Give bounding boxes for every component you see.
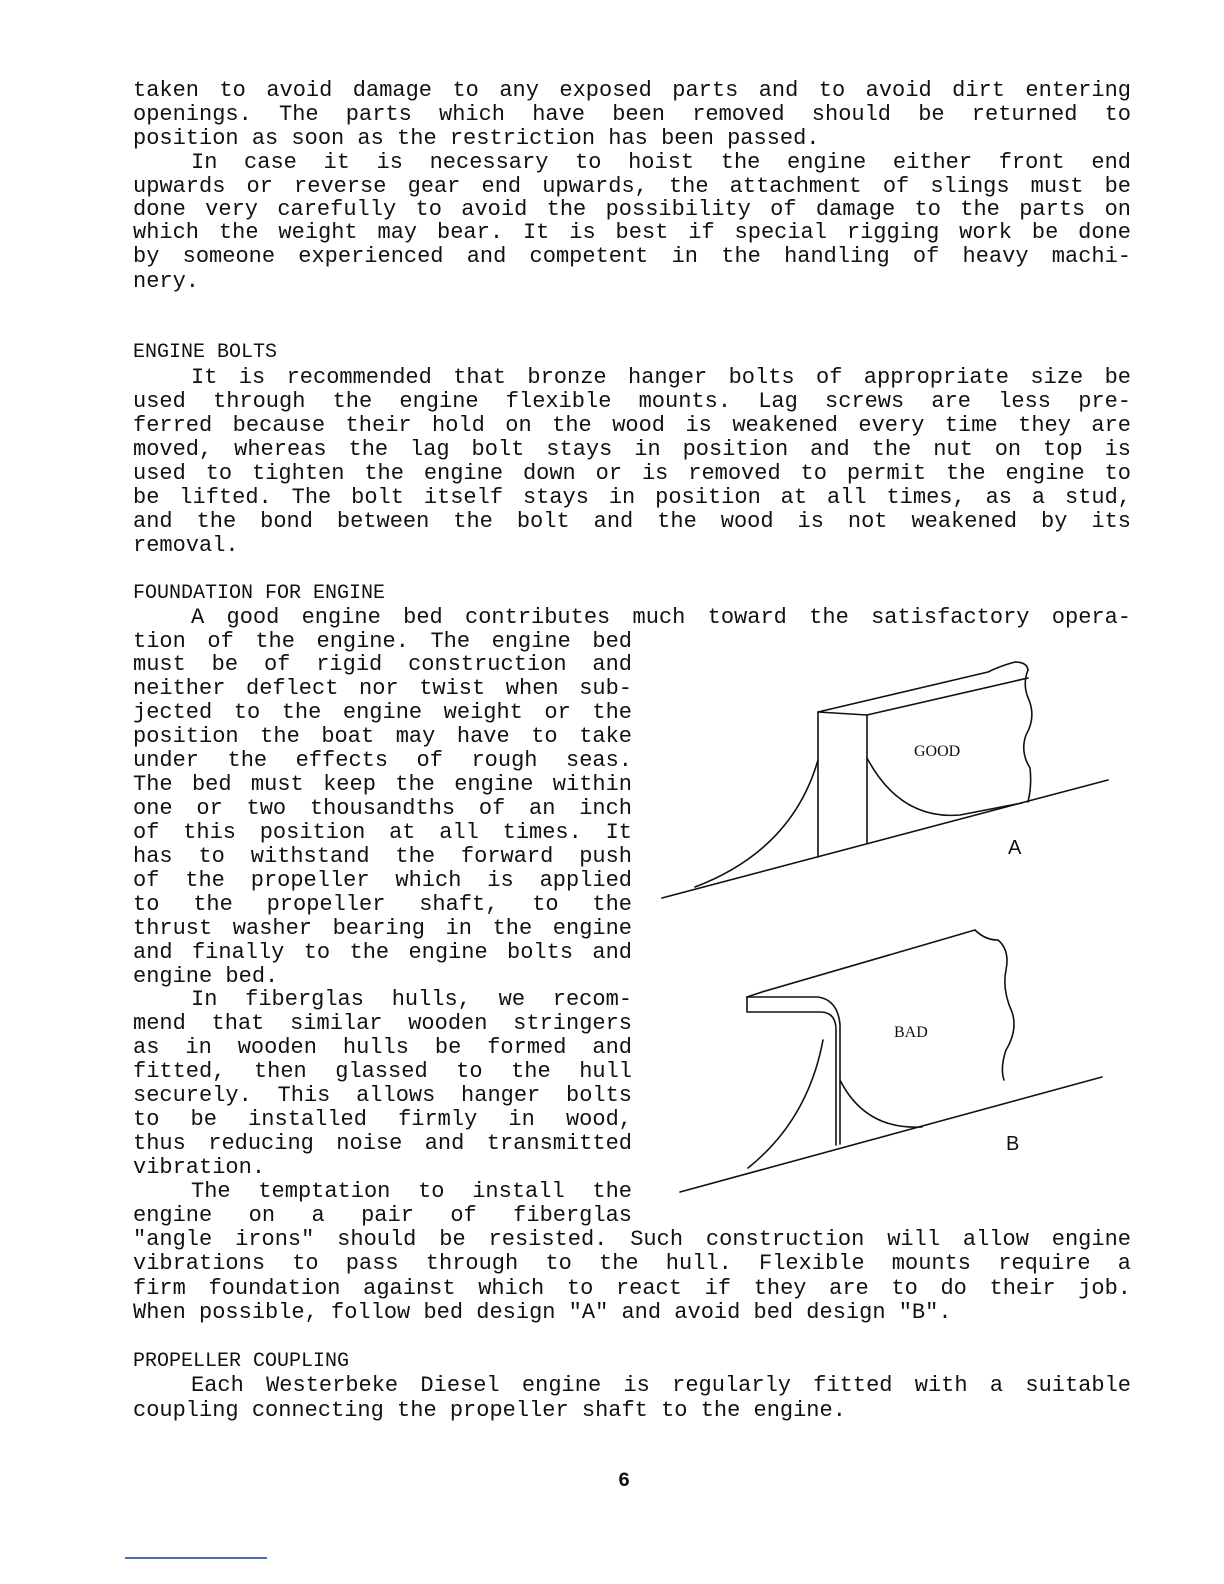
- section-heading: ENGINE BOLTS: [133, 341, 278, 364]
- text-line: which the weight may bear. It is best if special rigging work be done: [133, 221, 1131, 245]
- footer-rule: [125, 1557, 267, 1559]
- hull-line-a: [662, 780, 1108, 898]
- text-line: The bed must keep the engine within: [133, 773, 632, 797]
- text-line: thus reducing noise and transmitted: [133, 1132, 632, 1156]
- text-line: vibrations to pass through to the hull. Flexible mounts require a: [133, 1252, 1131, 1276]
- stringer-break-b: [975, 930, 1014, 1080]
- stringer-top-b: [747, 930, 975, 997]
- fillet-outer-b: [748, 1040, 823, 1168]
- hull-line-b: [680, 1077, 1102, 1192]
- stringer-break-a: [1024, 670, 1032, 802]
- text-line: ferred because their hold on the wood is weakened every time they are: [133, 414, 1131, 438]
- text-line: to be installed firmly in wood,: [133, 1108, 632, 1132]
- text-line: by someone experienced and competent in the handling of heavy machi-: [133, 245, 1131, 269]
- fillet-inner-b: [840, 1080, 922, 1127]
- text-line: In fiberglas hulls, we recom-: [191, 988, 632, 1012]
- text-line: must be of rigid construction and: [133, 653, 632, 677]
- stringer-back-top-a: [818, 662, 1028, 712]
- text-line: It is recommended that bronze hanger bolts of appropriate size be: [191, 366, 1131, 390]
- bad-label: BAD: [894, 1024, 928, 1041]
- text-line: coupling connecting the propeller shaft to the engine.: [133, 1399, 846, 1423]
- text-line: nery.: [133, 270, 200, 294]
- text-line: one or two thousandths of an inch: [133, 797, 632, 821]
- text-line: as in wooden hulls be formed and: [133, 1036, 632, 1060]
- text-line: mend that similar wooden stringers: [133, 1012, 632, 1036]
- text-line: vibration.: [133, 1156, 266, 1180]
- text-line: "angle irons" should be resisted. Such construction will allow engine: [133, 1228, 1131, 1252]
- page-number: 6: [618, 1470, 631, 1493]
- text-line: removal.: [133, 534, 239, 558]
- text-line: used through the engine flexible mounts. Lag screws are less pre-: [133, 390, 1131, 414]
- text-line: taken to avoid damage to any exposed parts and to avoid dirt entering: [133, 79, 1131, 103]
- text-line: be lifted. The bolt itself stays in position at all times, as a stud,: [133, 486, 1131, 510]
- text-line: Each Westerbeke Diesel engine is regularly fitted with a suitable: [191, 1374, 1131, 1398]
- text-line: engine bed.: [133, 965, 279, 989]
- figure-a-letter: A: [1008, 837, 1022, 859]
- good-label: GOOD: [914, 743, 961, 760]
- text-line: used to tighten the engine down or is removed to permit the engine to: [133, 462, 1131, 486]
- engine-bed-diagram: [640, 640, 1120, 1200]
- text-line: of this position at all times. It: [133, 821, 632, 845]
- text-line: of the propeller which is applied: [133, 869, 632, 893]
- text-line: openings. The parts which have been removed should be returned to: [133, 103, 1131, 127]
- text-line: When possible, follow bed design "A" and avoid bed design "B".: [133, 1301, 952, 1325]
- text-line: moved, whereas the lag bolt stays in position and the nut on top is: [133, 438, 1131, 462]
- section-heading: PROPELLER COUPLING: [133, 1350, 350, 1373]
- section-heading: FOUNDATION FOR ENGINE: [133, 582, 386, 605]
- text-line: jected to the engine weight or the: [133, 701, 632, 725]
- stringer-top-a: [818, 678, 1028, 715]
- text-line: upwards or reverse gear end upwards, the attachment of slings must be: [133, 175, 1131, 199]
- text-line: has to withstand the forward push: [133, 845, 632, 869]
- text-line: to the propeller shaft, to the: [133, 893, 632, 917]
- text-line: A good engine bed contributes much toward the satisfactory opera-: [191, 606, 1131, 630]
- bad-bed-figure: [680, 930, 1102, 1192]
- text-line: securely. This allows hanger bolts: [133, 1084, 632, 1108]
- text-line: and finally to the engine bolts and: [133, 941, 632, 965]
- figure-b-letter: B: [1006, 1133, 1020, 1155]
- text-line: position the boat may have to take: [133, 725, 632, 749]
- text-line: The temptation to install the: [191, 1180, 632, 1204]
- text-line: under the effects of rough seas.: [133, 749, 632, 773]
- text-line: done very carefully to avoid the possibility of damage to the parts on: [133, 198, 1131, 222]
- fillet-inner-a: [867, 758, 1022, 815]
- text-line: position as soon as the restriction has been passed.: [133, 127, 820, 151]
- text-line: and the bond between the bolt and the wood is not weakened by its: [133, 510, 1131, 534]
- good-bed-figure: [662, 662, 1108, 898]
- text-line: fitted, then glassed to the hull: [133, 1060, 632, 1084]
- fillet-outer-a: [695, 760, 818, 887]
- text-line: neither deflect nor twist when sub-: [133, 677, 632, 701]
- text-line: thrust washer bearing in the engine: [133, 917, 632, 941]
- angle-iron-inner-b: [747, 997, 840, 1144]
- text-line: engine on a pair of fiberglas: [133, 1204, 632, 1228]
- text-line: In case it is necessary to hoist the engine either front end: [191, 151, 1131, 175]
- text-line: firm foundation against which to react if they are to do their job.: [133, 1277, 1131, 1301]
- angle-iron-top-b: [747, 997, 836, 1145]
- text-line: tion of the engine. The engine bed: [133, 630, 632, 654]
